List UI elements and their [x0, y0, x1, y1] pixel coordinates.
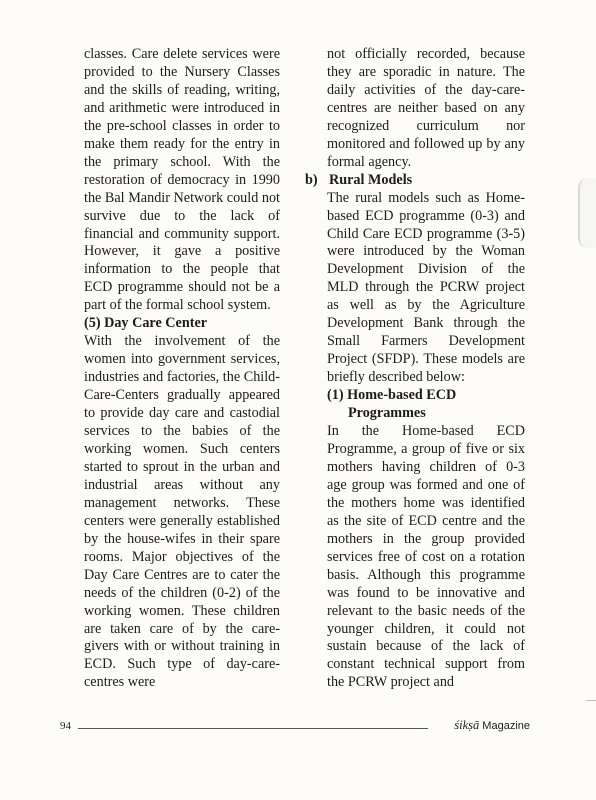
right-paragraph-1: not officially recorded, because they are sporadic in nature. The daily activities of the day-care-centres are neither based on any recognized curriculum nor monitored and followed up by any formal agency.: [327, 46, 525, 170]
right-paragraph-2: The rural models such as Home-based ECD programme (0-3) and Child Care ECD programme (3-5) were introduced by the Woman Development Division of the MLD through the PCRW project as well as by the Agriculture Development Bank through the Small Farmers Development Project (SFDP). These models are briefly described below:: [327, 189, 525, 386]
right-paragraph-3: In the Home-based ECD Programme, a group of five or six mothers having children of 0-3 age group was formed and one of the mothers home was identified as the site of ECD centre and the mothers in the group provided services free of cost on a rotation basis. Although this programme was found to be innovative and relevant to the basic needs of the younger children, it could not sustain because of the lack of constant technical support from the PCRW project and: [327, 423, 525, 691]
left-paragraph-2: With the involvement of the women into government services, industries and factories, the Child-Care-Centers gradually appeared to provide day care and castodial services to the babies of the working women. Such centers started to sprout in the urban and industrial areas without any management networks. These centers were generally established by the house-wifes in their spare rooms. Major objectives of the Day Care Centres are to cater the needs of the children (0-2) of the working women. These children are taken care of by the care-givers with or without training in ECD. Such type of day-care-centres were: [84, 333, 280, 691]
left-paragraph-1: classes. Care delete services were provided to the Nursery Classes and the skills of reading, writing, and arithmetic were introduced in the pre-school classes in order to make them ready for the entry in the primary school. With the restoration of democracy in 1990 the Bal Mandir Network could not survive due to the lack of financial and community support. However, it gave a positive information to the people that ECD programme should not be a part of the formal school system.: [84, 46, 280, 314]
page-footer: [60, 716, 530, 736]
right-column: [305, 46, 525, 692]
heading-text: Rural Models: [329, 171, 413, 188]
left-column: [84, 46, 280, 692]
magazine-name: [454, 718, 530, 733]
section-heading-rural-models: [305, 172, 525, 190]
page-edge-tab: [578, 178, 596, 248]
magazine-word: Magazine: [482, 720, 530, 732]
subheading-line-2: Programmes: [348, 405, 426, 422]
page-number: 94: [60, 720, 71, 732]
subheading-line-1: (1) Home-based ECD: [327, 387, 457, 404]
footer-rule: [78, 728, 428, 729]
page-edge-tick: [586, 700, 596, 701]
heading-marker: b): [305, 171, 318, 188]
subheading-home-based-ecd: [305, 387, 525, 423]
section-heading-day-care-center: (5) Day Care Center: [84, 315, 208, 332]
magazine-brand: śikṣā: [454, 718, 480, 732]
